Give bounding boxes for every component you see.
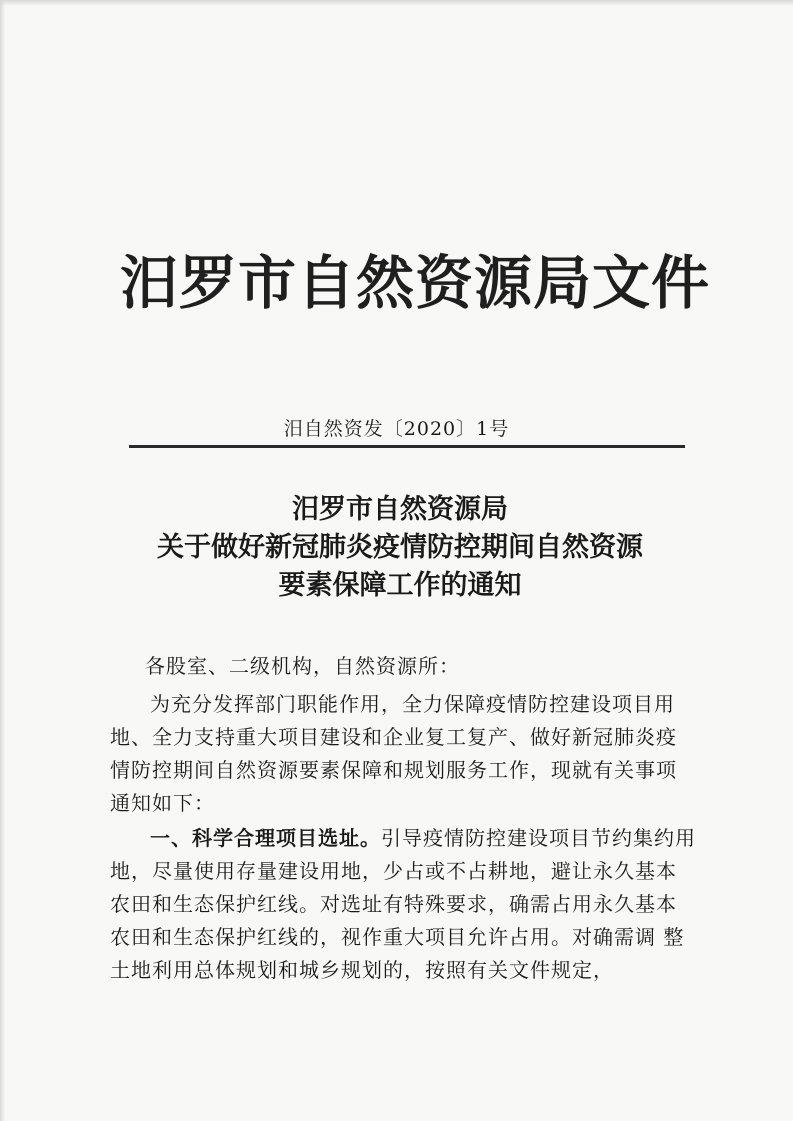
scan-edge-top <box>0 0 793 6</box>
document-number: 汨自然资发〔2020〕1号 <box>283 418 510 440</box>
section-1-text: 引导疫情防控建设项目节约集约用地，尽量使用存量建设用地，少占或不占耕地，避让永久基本农田和生态保护红线。对选址有特殊要求，确需占用永久基本农田和生态保护红线的，视作重大项目允许占用。对确需调 整土地利用总体规划和城乡规划的，按照有关文件规定， <box>110 826 696 982</box>
title-line-1: 汨罗市自然资源局 <box>292 494 508 525</box>
header-divider-line <box>129 445 685 448</box>
scan-edge-left <box>0 0 5 1121</box>
notice-title <box>100 491 700 605</box>
intro-paragraph: 为充分发挥部门职能作用，全力保障疫情防控建设项目用地、全力支持重大项目建设和企业复工复产、做好新冠肺炎疫情防控期间自然资源要素保障和规划服务工作，现就有关事项通知如下： <box>110 692 677 815</box>
section-1-heading: 一、科学合理项目选址。 <box>150 826 381 850</box>
recipients-line: 各股室、二级机构，自然资源所： <box>145 654 460 678</box>
agency-document-header: 汨罗市自然资源局文件 <box>120 249 711 317</box>
title-line-2: 关于做好新冠肺炎疫情防控期间自然资源 <box>157 532 643 563</box>
title-line-3: 要素保障工作的通知 <box>278 570 522 601</box>
section-1-paragraph <box>110 822 696 987</box>
